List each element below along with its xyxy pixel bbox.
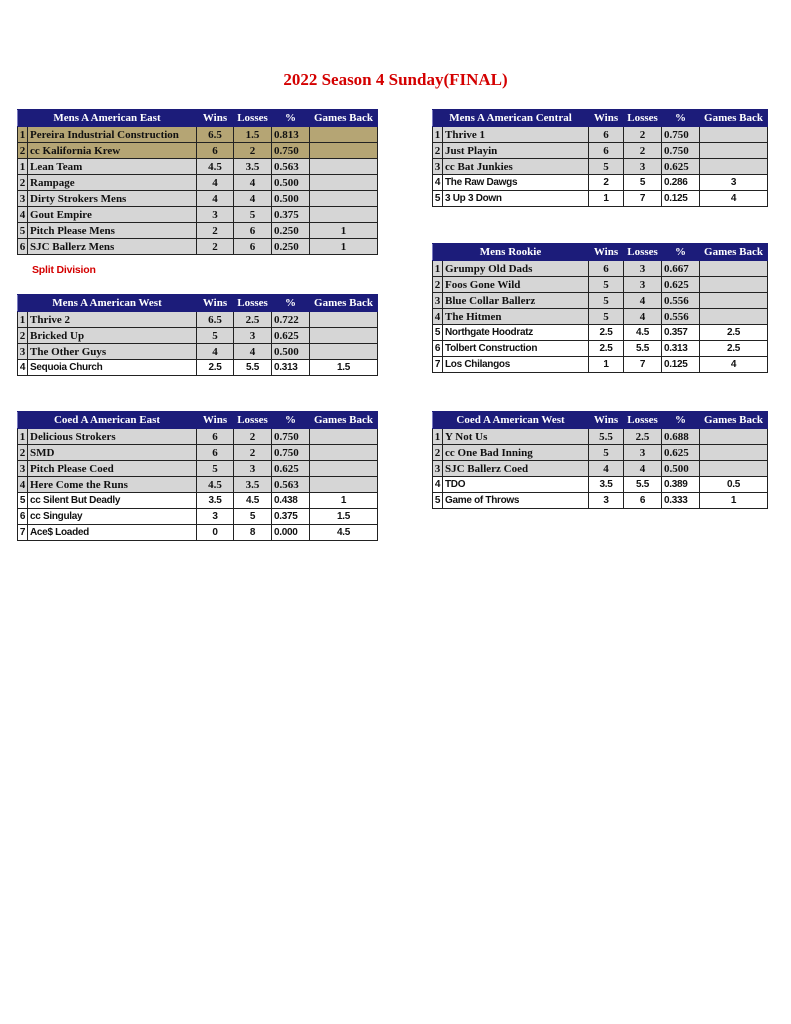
table-row	[18, 239, 378, 255]
table-row	[433, 191, 768, 207]
losses-cell: 3	[624, 445, 662, 461]
table-row	[18, 461, 378, 477]
column-header-wins: Wins	[589, 244, 624, 261]
pct-cell: 0.500	[662, 461, 700, 477]
pct-cell: 0.313	[662, 341, 700, 357]
rank-cell: 2	[433, 277, 443, 293]
column-header-wins: Wins	[589, 110, 624, 127]
standings-table-coed-a-american-east	[17, 411, 378, 541]
games-back-cell: 1	[310, 223, 378, 239]
table-header-row	[433, 412, 768, 429]
pct-cell: 0.625	[272, 328, 310, 344]
rank-cell: 3	[433, 293, 443, 309]
rank-cell: 1	[433, 127, 443, 143]
team-name: SJC Ballerz Coed	[443, 461, 589, 477]
column-header-games-back: Games Back	[700, 412, 768, 429]
rank-cell: 3	[18, 191, 28, 207]
team-name: Foos Gone Wild	[443, 277, 589, 293]
losses-cell: 4	[624, 461, 662, 477]
table-row	[18, 223, 378, 239]
team-name: Pitch Please Coed	[28, 461, 197, 477]
games-back-cell	[700, 309, 768, 325]
wins-cell: 6	[197, 445, 234, 461]
team-name: The Raw Dawgs	[443, 175, 589, 191]
pct-cell: 0.667	[662, 261, 700, 277]
losses-cell: 6	[624, 493, 662, 509]
rank-cell: 4	[18, 360, 28, 376]
losses-cell: 2	[234, 429, 272, 445]
games-back-cell	[700, 143, 768, 159]
pct-cell: 0.625	[662, 445, 700, 461]
wins-cell: 4	[197, 191, 234, 207]
rank-cell: 4	[433, 477, 443, 493]
table-row	[18, 191, 378, 207]
column-header-losses: Losses	[624, 110, 662, 127]
rank-cell: 3	[18, 461, 28, 477]
losses-cell: 4	[234, 191, 272, 207]
rank-cell: 6	[18, 239, 28, 255]
team-name: Rampage	[28, 175, 197, 191]
table-row	[18, 493, 378, 509]
division-name: Coed A American West	[433, 412, 589, 429]
pct-cell: 0.750	[272, 429, 310, 445]
column-header-losses: Losses	[234, 110, 272, 127]
rank-cell: 1	[18, 429, 28, 445]
losses-cell: 4	[624, 293, 662, 309]
games-back-cell	[700, 461, 768, 477]
division-name: Mens A American East	[18, 110, 197, 127]
team-name: Dirty Strokers Mens	[28, 191, 197, 207]
team-name: Bricked Up	[28, 328, 197, 344]
games-back-cell: 3	[700, 175, 768, 191]
team-name: Pereira Industrial Construction	[28, 127, 197, 143]
games-back-cell	[310, 175, 378, 191]
wins-cell: 6.5	[197, 312, 234, 328]
wins-cell: 3.5	[197, 493, 234, 509]
rank-cell: 2	[18, 328, 28, 344]
wins-cell: 2	[197, 239, 234, 255]
column-header-pct: %	[662, 110, 700, 127]
losses-cell: 6	[234, 239, 272, 255]
losses-cell: 3.5	[234, 477, 272, 493]
standings-table-mens-a-american-west	[17, 294, 378, 376]
wins-cell: 6.5	[197, 127, 234, 143]
division-name: Mens A American Central	[433, 110, 589, 127]
rank-cell: 1	[18, 159, 28, 175]
losses-cell: 4	[234, 175, 272, 191]
rank-cell: 3	[18, 344, 28, 360]
wins-cell: 6	[197, 143, 234, 159]
pct-cell: 0.722	[272, 312, 310, 328]
table-row	[433, 477, 768, 493]
team-name: Pitch Please Mens	[28, 223, 197, 239]
team-name: Delicious Strokers	[28, 429, 197, 445]
games-back-cell: 1	[310, 239, 378, 255]
wins-cell: 1	[589, 191, 624, 207]
team-name: 3 Up 3 Down	[443, 191, 589, 207]
games-back-cell	[310, 445, 378, 461]
losses-cell: 2	[624, 143, 662, 159]
column-header-games-back: Games Back	[700, 110, 768, 127]
rank-cell: 2	[433, 143, 443, 159]
table-row	[18, 159, 378, 175]
split-division-label: Split Division	[32, 264, 96, 276]
games-back-cell: 4.5	[310, 525, 378, 541]
rank-cell: 1	[18, 127, 28, 143]
rank-cell: 5	[433, 325, 443, 341]
pct-cell: 0.625	[662, 277, 700, 293]
rank-cell: 1	[433, 261, 443, 277]
team-name: SMD	[28, 445, 197, 461]
wins-cell: 6	[589, 127, 624, 143]
pct-cell: 0.333	[662, 493, 700, 509]
losses-cell: 4.5	[624, 325, 662, 341]
games-back-cell	[700, 159, 768, 175]
standings-table-mens-a-american-east	[17, 109, 378, 255]
games-back-cell	[700, 429, 768, 445]
table-row	[433, 445, 768, 461]
team-name: Thrive 2	[28, 312, 197, 328]
table-row	[18, 509, 378, 525]
column-header-wins: Wins	[197, 110, 234, 127]
table-row	[433, 277, 768, 293]
table-header-row	[18, 412, 378, 429]
games-back-cell	[310, 461, 378, 477]
rank-cell: 1	[18, 312, 28, 328]
wins-cell: 2	[197, 223, 234, 239]
table-row	[18, 328, 378, 344]
table-row	[433, 309, 768, 325]
wins-cell: 5	[589, 277, 624, 293]
games-back-cell: 0.5	[700, 477, 768, 493]
games-back-cell	[700, 261, 768, 277]
pct-cell: 0.500	[272, 191, 310, 207]
table-row	[433, 127, 768, 143]
rank-cell: 7	[18, 525, 28, 541]
wins-cell: 2	[589, 175, 624, 191]
table-row	[433, 175, 768, 191]
table-row	[433, 429, 768, 445]
standings-table-mens-a-american-central	[432, 109, 768, 207]
table-row	[18, 175, 378, 191]
team-name: Lean Team	[28, 159, 197, 175]
games-back-cell	[310, 344, 378, 360]
pct-cell: 0.813	[272, 127, 310, 143]
losses-cell: 5	[234, 207, 272, 223]
table-row	[433, 261, 768, 277]
team-name: The Hitmen	[443, 309, 589, 325]
team-name: Just Playin	[443, 143, 589, 159]
wins-cell: 6	[589, 143, 624, 159]
games-back-cell	[310, 159, 378, 175]
wins-cell: 4	[197, 175, 234, 191]
pct-cell: 0.500	[272, 175, 310, 191]
wins-cell: 4.5	[197, 477, 234, 493]
games-back-cell	[310, 312, 378, 328]
rank-cell: 2	[433, 445, 443, 461]
column-header-games-back: Games Back	[310, 295, 378, 312]
standings-table-coed-a-american-west	[432, 411, 768, 509]
team-name: Northgate Hoodratz	[443, 325, 589, 341]
column-header-pct: %	[272, 412, 310, 429]
games-back-cell: 1.5	[310, 509, 378, 525]
team-name: Tolbert Construction	[443, 341, 589, 357]
rank-cell: 5	[433, 191, 443, 207]
column-header-wins: Wins	[197, 295, 234, 312]
column-header-wins: Wins	[589, 412, 624, 429]
column-header-pct: %	[662, 244, 700, 261]
pct-cell: 0.250	[272, 223, 310, 239]
pct-cell: 0.357	[662, 325, 700, 341]
pct-cell: 0.750	[662, 127, 700, 143]
losses-cell: 5.5	[624, 341, 662, 357]
table-row	[18, 312, 378, 328]
column-header-games-back: Games Back	[700, 244, 768, 261]
wins-cell: 6	[589, 261, 624, 277]
losses-cell: 2	[234, 143, 272, 159]
table-row	[433, 143, 768, 159]
team-name: cc Bat Junkies	[443, 159, 589, 175]
losses-cell: 2	[234, 445, 272, 461]
wins-cell: 5.5	[589, 429, 624, 445]
team-name: SJC Ballerz Mens	[28, 239, 197, 255]
losses-cell: 7	[624, 357, 662, 373]
column-header-losses: Losses	[234, 412, 272, 429]
losses-cell: 5.5	[624, 477, 662, 493]
wins-cell: 5	[197, 328, 234, 344]
standings-table-mens-rookie	[432, 243, 768, 373]
games-back-cell	[310, 477, 378, 493]
table-row	[18, 429, 378, 445]
pct-cell: 0.750	[272, 445, 310, 461]
table-row	[433, 159, 768, 175]
wins-cell: 5	[197, 461, 234, 477]
column-header-wins: Wins	[197, 412, 234, 429]
wins-cell: 3	[197, 509, 234, 525]
wins-cell: 5	[589, 445, 624, 461]
wins-cell: 1	[589, 357, 624, 373]
wins-cell: 3.5	[589, 477, 624, 493]
column-header-pct: %	[272, 110, 310, 127]
pct-cell: 0.625	[272, 461, 310, 477]
pct-cell: 0.389	[662, 477, 700, 493]
games-back-cell: 2.5	[700, 341, 768, 357]
column-header-games-back: Games Back	[310, 110, 378, 127]
table-row	[433, 341, 768, 357]
division-name: Coed A American East	[18, 412, 197, 429]
games-back-cell	[700, 293, 768, 309]
rank-cell: 5	[433, 493, 443, 509]
wins-cell: 3	[197, 207, 234, 223]
pct-cell: 0.750	[272, 143, 310, 159]
table-row	[18, 525, 378, 541]
pct-cell: 0.556	[662, 309, 700, 325]
column-header-losses: Losses	[234, 295, 272, 312]
table-row	[18, 143, 378, 159]
losses-cell: 3	[234, 328, 272, 344]
pct-cell: 0.125	[662, 191, 700, 207]
games-back-cell	[700, 445, 768, 461]
column-header-pct: %	[272, 295, 310, 312]
games-back-cell: 4	[700, 191, 768, 207]
table-row	[433, 493, 768, 509]
team-name: Blue Collar Ballerz	[443, 293, 589, 309]
pct-cell: 0.000	[272, 525, 310, 541]
rank-cell: 6	[18, 509, 28, 525]
table-row	[433, 325, 768, 341]
games-back-cell	[310, 143, 378, 159]
losses-cell: 4.5	[234, 493, 272, 509]
page-title: 2022 Season 4 Sunday(FINAL)	[283, 70, 508, 89]
rank-cell: 2	[18, 445, 28, 461]
losses-cell: 4	[624, 309, 662, 325]
wins-cell: 4	[197, 344, 234, 360]
column-header-pct: %	[662, 412, 700, 429]
pct-cell: 0.556	[662, 293, 700, 309]
team-name: Sequoia Church	[28, 360, 197, 376]
pct-cell: 0.563	[272, 477, 310, 493]
pct-cell: 0.286	[662, 175, 700, 191]
table-row	[433, 357, 768, 373]
losses-cell: 7	[624, 191, 662, 207]
games-back-cell: 2.5	[700, 325, 768, 341]
games-back-cell: 1	[700, 493, 768, 509]
team-name: cc Silent But Deadly	[28, 493, 197, 509]
table-row	[18, 207, 378, 223]
losses-cell: 3	[234, 461, 272, 477]
losses-cell: 2	[624, 127, 662, 143]
team-name: Y Not Us	[443, 429, 589, 445]
team-name: Here Come the Runs	[28, 477, 197, 493]
games-back-cell	[700, 127, 768, 143]
rank-cell: 6	[433, 341, 443, 357]
losses-cell: 3	[624, 159, 662, 175]
table-row	[433, 461, 768, 477]
team-name: Los Chilangos	[443, 357, 589, 373]
games-back-cell: 1.5	[310, 360, 378, 376]
table-row	[18, 445, 378, 461]
team-name: Thrive 1	[443, 127, 589, 143]
table-header-row	[18, 110, 378, 127]
rank-cell: 3	[433, 461, 443, 477]
pct-cell: 0.500	[272, 344, 310, 360]
pct-cell: 0.313	[272, 360, 310, 376]
pct-cell: 0.688	[662, 429, 700, 445]
team-name: cc Singulay	[28, 509, 197, 525]
team-name: cc Kalifornia Krew	[28, 143, 197, 159]
table-header-row	[433, 110, 768, 127]
team-name: Grumpy Old Dads	[443, 261, 589, 277]
games-back-cell: 1	[310, 493, 378, 509]
pct-cell: 0.375	[272, 207, 310, 223]
rank-cell: 1	[433, 429, 443, 445]
games-back-cell	[310, 207, 378, 223]
column-header-losses: Losses	[624, 412, 662, 429]
wins-cell: 5	[589, 159, 624, 175]
losses-cell: 5.5	[234, 360, 272, 376]
pct-cell: 0.250	[272, 239, 310, 255]
rank-cell: 5	[18, 223, 28, 239]
team-name: The Other Guys	[28, 344, 197, 360]
games-back-cell	[310, 328, 378, 344]
losses-cell: 3	[624, 277, 662, 293]
table-row	[18, 344, 378, 360]
rank-cell: 7	[433, 357, 443, 373]
table-row	[433, 293, 768, 309]
losses-cell: 2.5	[624, 429, 662, 445]
losses-cell: 5	[624, 175, 662, 191]
losses-cell: 5	[234, 509, 272, 525]
rank-cell: 2	[18, 175, 28, 191]
wins-cell: 2.5	[589, 325, 624, 341]
division-name: Mens A American West	[18, 295, 197, 312]
wins-cell: 5	[589, 309, 624, 325]
wins-cell: 4	[589, 461, 624, 477]
losses-cell: 3	[624, 261, 662, 277]
column-header-losses: Losses	[624, 244, 662, 261]
losses-cell: 1.5	[234, 127, 272, 143]
rank-cell: 4	[433, 309, 443, 325]
losses-cell: 3.5	[234, 159, 272, 175]
pct-cell: 0.563	[272, 159, 310, 175]
losses-cell: 8	[234, 525, 272, 541]
team-name: Game of Throws	[443, 493, 589, 509]
wins-cell: 2.5	[589, 341, 624, 357]
pct-cell: 0.625	[662, 159, 700, 175]
games-back-cell	[310, 429, 378, 445]
rank-cell: 4	[18, 477, 28, 493]
pct-cell: 0.438	[272, 493, 310, 509]
column-header-games-back: Games Back	[310, 412, 378, 429]
team-name: Gout Empire	[28, 207, 197, 223]
rank-cell: 2	[18, 143, 28, 159]
losses-cell: 6	[234, 223, 272, 239]
rank-cell: 5	[18, 493, 28, 509]
table-row	[18, 360, 378, 376]
pct-cell: 0.375	[272, 509, 310, 525]
table-row	[18, 127, 378, 143]
wins-cell: 2.5	[197, 360, 234, 376]
rank-cell: 4	[433, 175, 443, 191]
games-back-cell: 4	[700, 357, 768, 373]
losses-cell: 2.5	[234, 312, 272, 328]
wins-cell: 0	[197, 525, 234, 541]
games-back-cell	[700, 277, 768, 293]
wins-cell: 5	[589, 293, 624, 309]
table-header-row	[433, 244, 768, 261]
games-back-cell	[310, 191, 378, 207]
pct-cell: 0.750	[662, 143, 700, 159]
table-row	[18, 477, 378, 493]
wins-cell: 6	[197, 429, 234, 445]
rank-cell: 4	[18, 207, 28, 223]
wins-cell: 4.5	[197, 159, 234, 175]
team-name: TDO	[443, 477, 589, 493]
wins-cell: 3	[589, 493, 624, 509]
pct-cell: 0.125	[662, 357, 700, 373]
losses-cell: 4	[234, 344, 272, 360]
games-back-cell	[310, 127, 378, 143]
rank-cell: 3	[433, 159, 443, 175]
table-header-row	[18, 295, 378, 312]
team-name: cc One Bad Inning	[443, 445, 589, 461]
division-name: Mens Rookie	[433, 244, 589, 261]
team-name: Ace$ Loaded	[28, 525, 197, 541]
